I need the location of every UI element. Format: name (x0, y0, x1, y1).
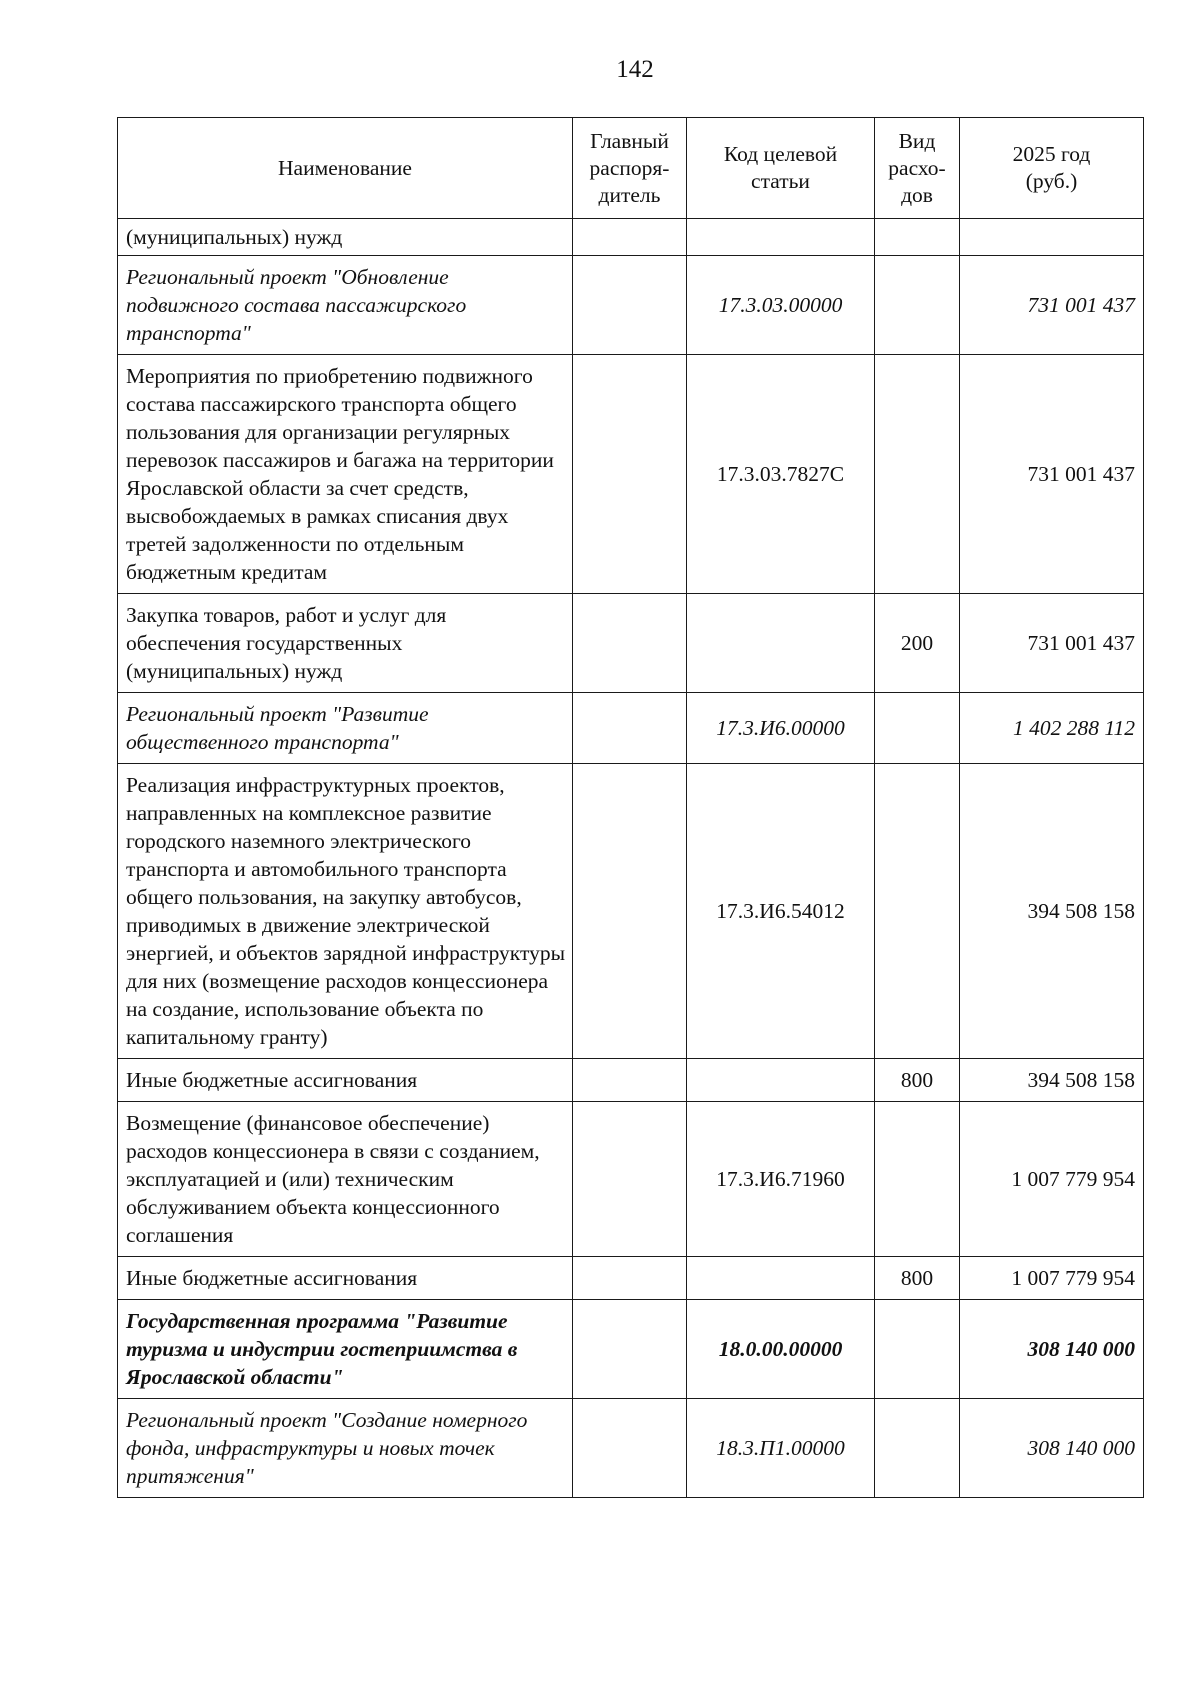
cell-name: Иные бюджетные ассигнования (118, 1059, 573, 1102)
cell-expense-type (875, 256, 960, 355)
page-number: 142 (616, 56, 654, 83)
cell-name: Возмещение (финансовое обеспечение) расходов концессионера в связи с созданием, эксплуатацией и (или) техническим обслуживанием объекта концессионного соглашения (118, 1102, 573, 1257)
cell-target-code (687, 1257, 875, 1300)
cell-name: Иные бюджетные ассигнования (118, 1257, 573, 1300)
cell-expense-type: 800 (875, 1059, 960, 1102)
cell-amount-2025: 394 508 158 (960, 1059, 1144, 1102)
header-expense-type-text: Вид расхо-дов (888, 128, 946, 207)
cell-name: Мероприятия по приобретению подвижного состава пассажирского транспорта общего пользования для организации регулярных перевозок пассажиров и багажа на территории Ярославской области за счет средств, высвобождаемых в рамках списания двух третей задолженности по отдельным бюджетным кредитам (118, 355, 573, 594)
cell-target-code (687, 594, 875, 693)
table-row (118, 764, 1144, 1059)
header-target-code-text: Код целевой статьи (723, 142, 838, 193)
cell-expense-type (875, 1399, 960, 1498)
cell-amount-2025: 731 001 437 (960, 594, 1144, 693)
cell-target-code (687, 219, 875, 256)
table-row (118, 1102, 1144, 1257)
header-year-2025-text: 2025 год (руб.) (1012, 142, 1091, 193)
cell-target-code: 17.3.И6.54012 (687, 764, 875, 1059)
header-year-2025 (960, 118, 1144, 219)
cell-main-manager (573, 1257, 687, 1300)
cell-target-code: 18.0.00.00000 (687, 1300, 875, 1399)
table-row (118, 1399, 1144, 1498)
cell-amount-2025: 731 001 437 (960, 256, 1144, 355)
header-name: Наименование (118, 118, 573, 219)
cell-main-manager (573, 1399, 687, 1498)
cell-expense-type (875, 693, 960, 764)
cell-name: Закупка товаров, работ и услуг для обеспечения государственных (муниципальных) нужд (118, 594, 573, 693)
table-body (118, 219, 1144, 1498)
cell-expense-type (875, 764, 960, 1059)
cell-amount-2025: 1 402 288 112 (960, 693, 1144, 764)
cell-expense-type (875, 1300, 960, 1399)
cell-amount-2025: 731 001 437 (960, 355, 1144, 594)
cell-target-code: 17.3.03.00000 (687, 256, 875, 355)
cell-expense-type (875, 219, 960, 256)
table-header-row (118, 118, 1144, 219)
cell-amount-2025: 1 007 779 954 (960, 1102, 1144, 1257)
cell-name: Реализация инфраструктурных проектов, направленных на комплексное развитие городского наземного электрического транспорта и автомобильного транспорта общего пользования, на закупку автобусов, приводимых в движение электрической энергией, и объектов зарядной инфраструктуры для них (возмещение расходов концессионера на создание, использование объекта по капитальному гранту) (118, 764, 573, 1059)
cell-main-manager (573, 693, 687, 764)
table-row (118, 693, 1144, 764)
cell-main-manager (573, 219, 687, 256)
cell-name: Региональный проект "Обновление подвижного состава пассажирского транспорта" (118, 256, 573, 355)
table-row (118, 1257, 1144, 1300)
header-main-manager-text: Главный распоря-дитель (589, 128, 670, 207)
header-expense-type (875, 118, 960, 219)
cell-main-manager (573, 355, 687, 594)
table-row (118, 1059, 1144, 1102)
cell-name: (муниципальных) нужд (118, 219, 573, 256)
table-row (118, 219, 1144, 256)
budget-table (117, 117, 1144, 1498)
cell-amount-2025: 308 140 000 (960, 1399, 1144, 1498)
cell-amount-2025: 308 140 000 (960, 1300, 1144, 1399)
cell-expense-type: 800 (875, 1257, 960, 1300)
cell-name: Региональный проект "Развитие общественного транспорта" (118, 693, 573, 764)
cell-main-manager (573, 594, 687, 693)
cell-main-manager (573, 764, 687, 1059)
header-main-manager (573, 118, 687, 219)
cell-amount-2025 (960, 219, 1144, 256)
cell-main-manager (573, 1102, 687, 1257)
table-row (118, 1300, 1144, 1399)
table-row (118, 256, 1144, 355)
table-row (118, 594, 1144, 693)
cell-name: Региональный проект "Создание номерного фонда, инфраструктуры и новых точек притяжения" (118, 1399, 573, 1498)
cell-amount-2025: 394 508 158 (960, 764, 1144, 1059)
cell-target-code: 17.3.И6.00000 (687, 693, 875, 764)
cell-target-code: 17.3.И6.71960 (687, 1102, 875, 1257)
cell-expense-type (875, 1102, 960, 1257)
cell-target-code: 17.3.03.7827С (687, 355, 875, 594)
cell-main-manager (573, 256, 687, 355)
header-target-code (687, 118, 875, 219)
cell-expense-type (875, 355, 960, 594)
cell-target-code: 18.3.П1.00000 (687, 1399, 875, 1498)
cell-main-manager (573, 1300, 687, 1399)
cell-expense-type: 200 (875, 594, 960, 693)
cell-main-manager (573, 1059, 687, 1102)
cell-name: Государственная программа "Развитие туризма и индустрии гостеприимства в Ярославской области" (118, 1300, 573, 1399)
cell-amount-2025: 1 007 779 954 (960, 1257, 1144, 1300)
cell-target-code (687, 1059, 875, 1102)
table-row (118, 355, 1144, 594)
